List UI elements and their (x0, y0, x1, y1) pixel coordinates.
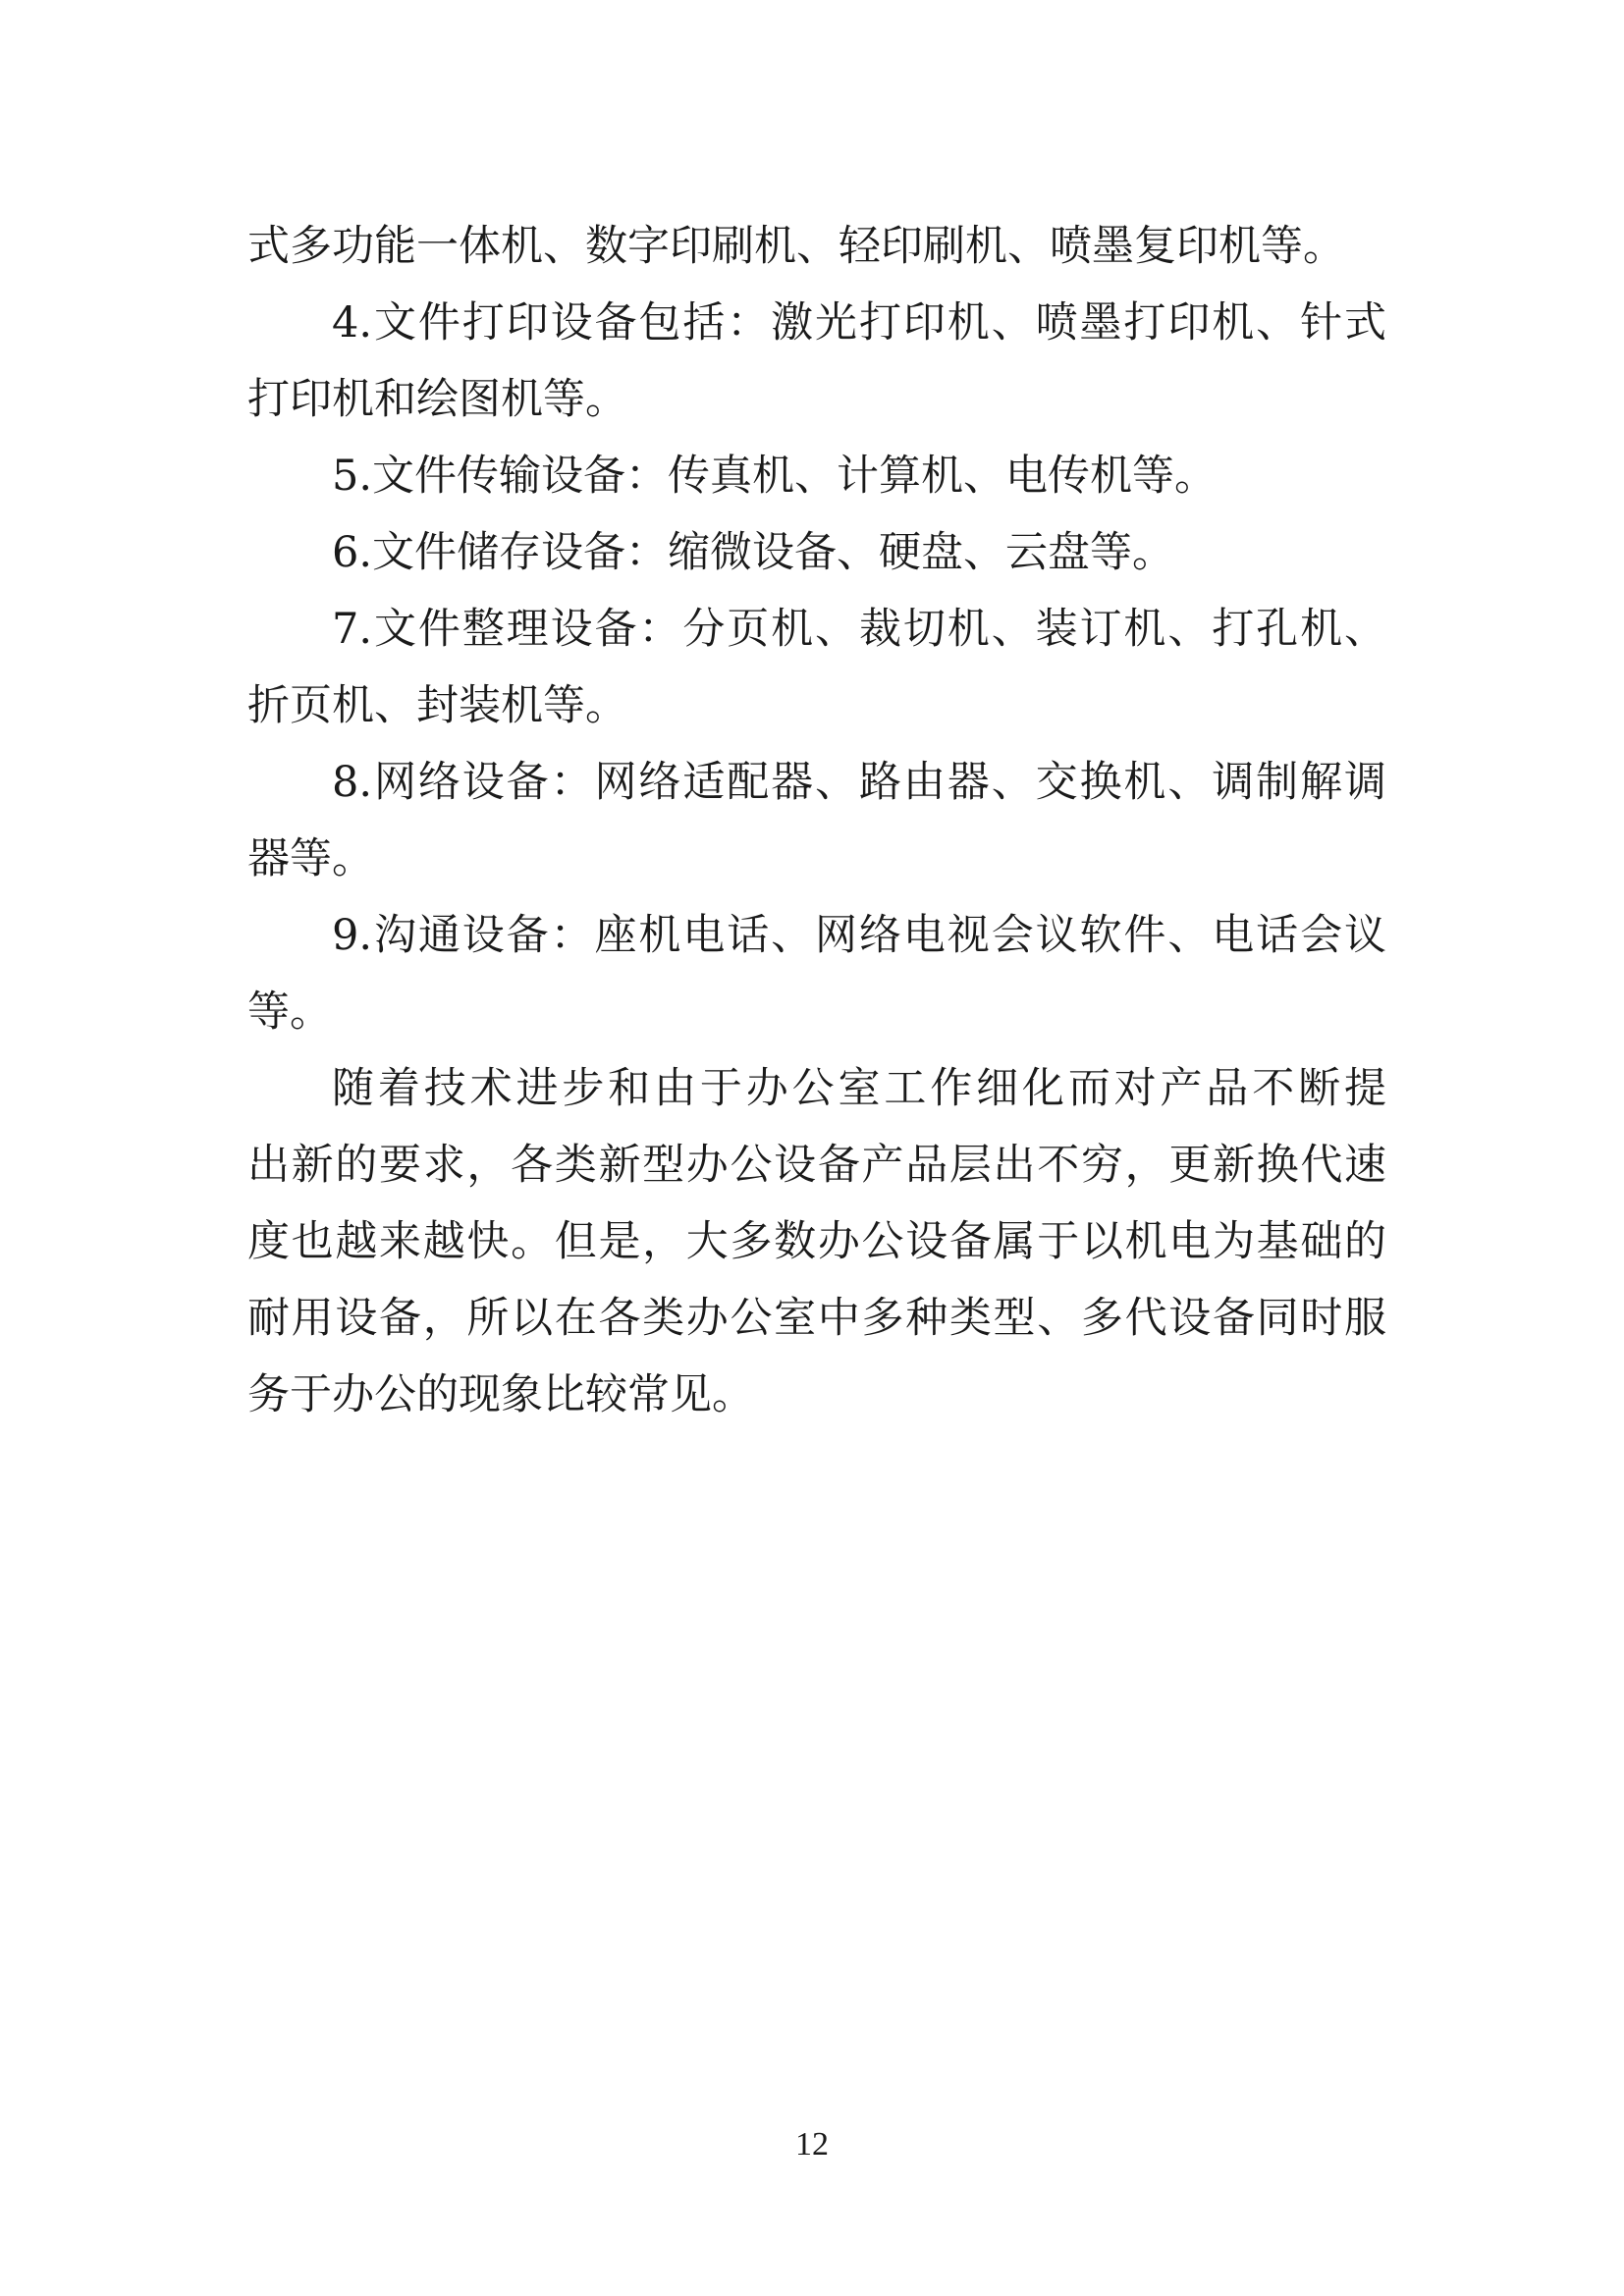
text-line: 等。 (247, 988, 332, 1037)
text-line: 5.文件传输设备：传真机、计算机、电传机等。 (332, 452, 1218, 501)
text-line: 打印机和绘图机等。 (247, 375, 627, 424)
text-line: 器等。 (247, 834, 374, 883)
text-line: 9.沟通设备：座机电话、网络电视会议软件、电话会议 (332, 911, 1386, 960)
body-text (247, 208, 1386, 1433)
text-line: 耐用设备，所以在各类办公室中多种类型、多代设备同时服 (247, 1294, 1386, 1343)
text-line: 8.网络设备：网络适配器、路由器、交换机、调制解调 (332, 758, 1386, 807)
text-line: 7.文件整理设备：分页机、裁切机、装订机、打孔机、 (332, 605, 1386, 654)
text-line: 折页机、封装机等。 (247, 681, 627, 730)
text-line: 随着技术进步和由于办公室工作细化而对产品不断提 (332, 1064, 1386, 1113)
text-line: 4.文件打印设备包括：激光打印机、喷墨打印机、针式 (332, 298, 1386, 347)
text-line: 度也越来越快。但是，大多数办公设备属于以机电为基础的 (247, 1217, 1386, 1266)
page-number: 12 (795, 2126, 829, 2163)
text-line: 6.文件储存设备：缩微设备、硬盘、云盘等。 (332, 528, 1175, 577)
text-line: 出新的要求，各类新型办公设备产品层出不穷，更新换代速 (247, 1141, 1386, 1190)
text-line: 式多功能一体机、数字印刷机、轻印刷机、喷墨复印机等。 (247, 222, 1345, 271)
text-line: 务于办公的现象比较常见。 (247, 1370, 754, 1419)
